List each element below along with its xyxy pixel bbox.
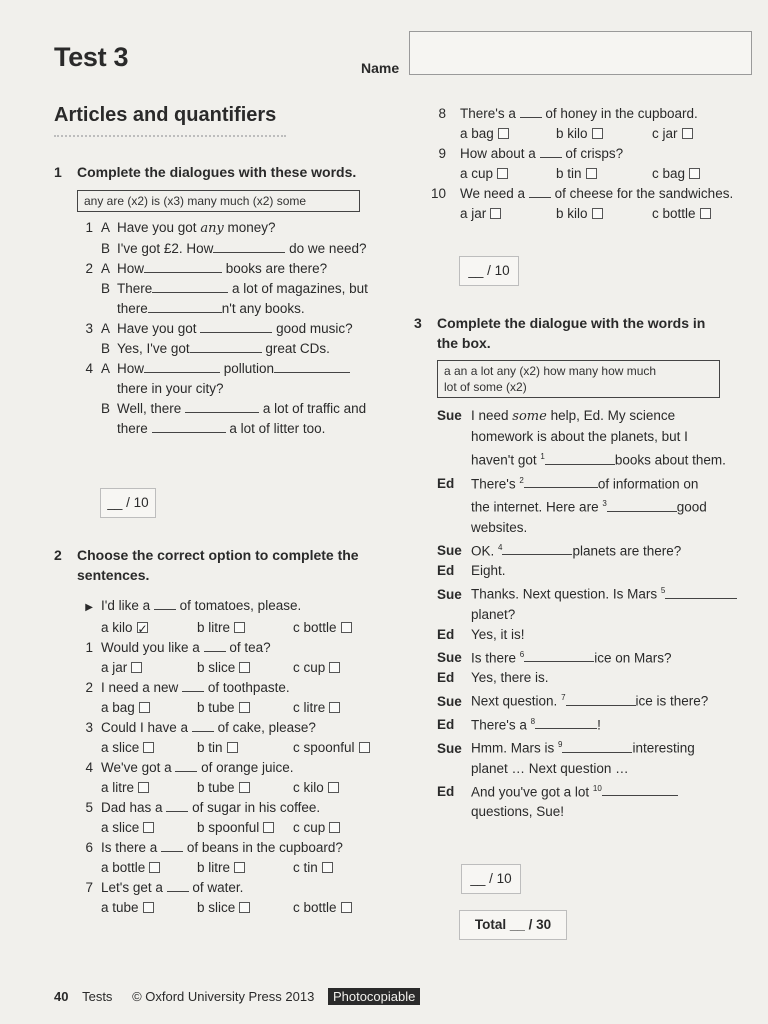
- dialogue-line: the internet. Here are $^3$ good: [471, 499, 707, 515]
- option-a[interactable]: a bag: [460, 124, 556, 144]
- dialogue-line: B Well, there a lot of traffic and: [101, 401, 367, 416]
- checkbox-icon[interactable]: [234, 862, 245, 873]
- answer-blank[interactable]: [182, 680, 204, 692]
- option-c[interactable]: c bag: [652, 164, 752, 184]
- answer-blank[interactable]: [665, 587, 737, 599]
- question-number: 4: [85, 760, 93, 775]
- options-line: [77, 898, 397, 918]
- dialogue-line: B Yes, I've got great CDs.: [101, 341, 330, 356]
- checkbox-icon[interactable]: [498, 128, 509, 139]
- question-line: [77, 878, 397, 898]
- dialogue-line: haven't got $^1$ books about them.: [471, 452, 726, 468]
- option-a[interactable]: a slice: [101, 738, 197, 758]
- answer-blank[interactable]: [529, 186, 551, 198]
- option-c[interactable]: c tin: [293, 858, 393, 878]
- option-b[interactable]: b tube: [197, 698, 293, 718]
- answer-blank[interactable]: [274, 361, 350, 373]
- dialogue-line: Ed Yes, it is!: [437, 625, 757, 645]
- options-line: [77, 698, 397, 718]
- copyright-text: © Oxford University Press 2013: [132, 989, 315, 1004]
- checkbox-icon[interactable]: [239, 782, 250, 793]
- question-line: [77, 596, 397, 618]
- answer-blank[interactable]: [190, 341, 262, 353]
- section-3-score-box: __ / 10: [461, 864, 521, 894]
- checkbox-icon[interactable]: [131, 662, 142, 673]
- answer-blank[interactable]: [520, 106, 542, 118]
- speaker-name: Ed: [437, 563, 455, 578]
- question-number: 3: [85, 720, 93, 735]
- question-text-end: of cake, please?: [217, 720, 316, 735]
- option-c[interactable]: c bottle: [652, 204, 752, 224]
- checkbox-icon[interactable]: [149, 862, 160, 873]
- dialogue-line: 2 A How books are there?: [85, 261, 328, 276]
- page-number: 40: [54, 989, 69, 1004]
- question-text-start: There's a: [460, 106, 516, 121]
- section-2-items-left: [77, 596, 397, 918]
- question-line: [77, 798, 397, 818]
- blank-number: 9: [558, 740, 563, 749]
- dialogue-line: B There a lot of magazines, but: [101, 281, 368, 296]
- options-line: [77, 658, 397, 678]
- option-b[interactable]: b litre: [197, 858, 293, 878]
- checkbox-icon[interactable]: [329, 822, 340, 833]
- answer-blank[interactable]: [185, 401, 259, 413]
- answer-blank[interactable]: [166, 800, 188, 812]
- question-text-end: of tomatoes, please.: [179, 598, 302, 613]
- option-a[interactable]: a bottle: [101, 858, 197, 878]
- option-c[interactable]: c cup: [293, 818, 393, 838]
- question-text-end: of toothpaste.: [207, 680, 290, 695]
- page-title: Test 3: [54, 42, 129, 72]
- question-text-end: of orange juice.: [201, 760, 294, 775]
- question-line: [77, 838, 397, 858]
- dialogue-line: 1 A Have you got any money?: [85, 220, 276, 236]
- option-b[interactable]: b spoonful: [197, 818, 293, 838]
- dialogue-line: there n't any books.: [117, 301, 305, 316]
- option-a[interactable]: a jar: [460, 204, 556, 224]
- handwritten-answer: any: [200, 221, 224, 236]
- checkbox-icon[interactable]: [328, 782, 339, 793]
- option-b[interactable]: b tin: [556, 164, 652, 184]
- answer-blank[interactable]: [192, 720, 214, 732]
- question-text-end: of honey in the cupboard.: [545, 106, 698, 121]
- checkbox-icon[interactable]: [234, 622, 245, 633]
- checkbox-icon[interactable]: [322, 862, 333, 873]
- checkbox-icon[interactable]: [143, 742, 154, 753]
- blank-number: 10: [592, 783, 602, 793]
- question-text-end: of tea?: [229, 640, 271, 655]
- answer-blank[interactable]: [535, 717, 597, 729]
- dialogue-line: B I've got £2. How do we need?: [101, 241, 367, 256]
- question-number: ▶: [85, 602, 93, 613]
- options-line: [77, 738, 397, 758]
- option-b[interactable]: b slice: [197, 658, 293, 678]
- answer-blank[interactable]: [167, 880, 189, 892]
- section-3-dialogue: [437, 406, 757, 822]
- option-a[interactable]: a tube: [101, 898, 197, 918]
- option-c[interactable]: c bottle: [293, 618, 393, 638]
- checkbox-icon[interactable]: [239, 662, 250, 673]
- checkbox-icon[interactable]: [329, 662, 340, 673]
- checkbox-icon[interactable]: [592, 208, 603, 219]
- answer-blank[interactable]: [204, 640, 226, 652]
- speaker-name: Sue: [437, 693, 462, 709]
- answer-blank[interactable]: [144, 361, 220, 373]
- answer-blank[interactable]: [152, 421, 226, 433]
- question-number: 6: [85, 840, 93, 855]
- section-1-word-box: any are (x2) is (x3) many much (x2) some: [77, 190, 360, 212]
- checkbox-icon[interactable]: [143, 822, 154, 833]
- question-text-start: Let's get a: [101, 880, 163, 895]
- question-text-end: of crisps?: [565, 146, 624, 161]
- options-line: [424, 164, 754, 184]
- checkbox-icon[interactable]: [329, 702, 340, 713]
- dialogue-line: Sue I need some help, Ed. My science: [437, 408, 676, 424]
- blank-number: 5: [660, 586, 666, 595]
- checkbox-icon[interactable]: [263, 822, 274, 833]
- checkbox-icon[interactable]: [239, 702, 250, 713]
- dialogue-line: Ed Yes, there is.: [437, 668, 757, 688]
- question-text-start: We need a: [460, 186, 526, 201]
- dialogue-line: there in your city?: [117, 381, 224, 396]
- question-number: 10: [430, 186, 446, 201]
- speaker-name: Sue: [437, 408, 462, 423]
- speaker-name: Ed: [437, 717, 455, 732]
- test-subtitle: Articles and quantifiers: [54, 104, 277, 126]
- answer-blank[interactable]: [175, 760, 197, 772]
- total-score-box: Total __ / 30: [459, 910, 567, 940]
- options-line: [77, 618, 397, 638]
- dialogue-line: websites.: [471, 519, 528, 535]
- question-text-start: Would you like a: [101, 640, 200, 655]
- dialogue-line: Sue Next question. $^7$ ice is there?: [437, 688, 757, 712]
- checkbox-icon[interactable]: [227, 742, 238, 753]
- section-2-title: Choose the correct option to complete the sentences.: [77, 547, 359, 583]
- dialogue-line: Sue Thanks. Next question. Is Mars $^5$: [437, 581, 757, 605]
- answer-blank[interactable]: [200, 321, 272, 333]
- answer-blank[interactable]: [152, 281, 228, 293]
- question-text-start: I'd like a: [101, 598, 151, 613]
- blank-number: 6: [519, 649, 525, 659]
- speaker-name: Sue: [437, 543, 462, 558]
- dialogue-line: homework is about the planets, but I: [471, 429, 688, 444]
- dialogue-line: planet?: [471, 606, 516, 622]
- checkbox-icon[interactable]: [239, 902, 250, 913]
- checkbox-icon[interactable]: [682, 128, 693, 139]
- question-number: 5: [85, 800, 93, 815]
- question-number: 1: [85, 640, 93, 655]
- dialogue-line: Sue Is there $^6$ ice on Mars?: [437, 645, 757, 669]
- option-a[interactable]: a slice: [101, 818, 197, 838]
- option-b[interactable]: b kilo: [556, 124, 652, 144]
- answer-blank[interactable]: [161, 840, 183, 852]
- question-line: [77, 638, 397, 658]
- answer-blank[interactable]: [562, 741, 632, 753]
- question-text-start: How about a: [460, 146, 536, 161]
- speaker-name: Sue: [437, 586, 462, 602]
- section-1-number: 1: [54, 164, 62, 180]
- photocopiable-badge: Photocopiable: [328, 988, 420, 1005]
- option-b[interactable]: b slice: [197, 898, 293, 918]
- answer-blank[interactable]: [524, 650, 594, 662]
- question-text-start: Could I have a: [101, 720, 189, 735]
- dialogue-line: questions, Sue!: [471, 804, 565, 819]
- checkbox-icon[interactable]: [359, 742, 370, 753]
- checkbox-icon[interactable]: [700, 208, 711, 219]
- options-line: [77, 778, 397, 798]
- name-label: Name: [361, 60, 400, 76]
- name-field[interactable]: [409, 31, 752, 75]
- blank-number: 8: [530, 716, 536, 726]
- question-line: [77, 758, 397, 778]
- option-c[interactable]: c kilo: [293, 778, 393, 798]
- checkbox-icon[interactable]: [586, 168, 597, 179]
- subtitle-divider: [54, 135, 286, 137]
- section-1-dialogues: [77, 218, 397, 439]
- speaker-name: Ed: [437, 670, 455, 685]
- option-a[interactable]: a cup: [460, 164, 556, 184]
- answer-blank[interactable]: [154, 598, 176, 610]
- answer-blank[interactable]: [524, 476, 598, 488]
- blank-number: 2: [519, 475, 524, 485]
- question-number: 7: [85, 880, 93, 895]
- question-number: 9: [438, 146, 446, 161]
- answer-blank[interactable]: [213, 241, 285, 253]
- blank-number: 3: [602, 499, 607, 508]
- option-a[interactable]: a litre: [101, 778, 197, 798]
- answer-blank[interactable]: [607, 500, 677, 512]
- option-c[interactable]: c jar: [652, 124, 752, 144]
- dialogue-line: Ed And you've got a lot $^{10}$: [437, 779, 757, 803]
- options-line: [77, 818, 397, 838]
- checkbox-icon[interactable]: [138, 782, 149, 793]
- option-c[interactable]: c cup: [293, 658, 393, 678]
- answer-blank[interactable]: [545, 453, 615, 465]
- question-text-end: of cheese for the sandwiches.: [554, 186, 734, 201]
- checkbox-icon[interactable]: [137, 622, 148, 633]
- footer: [54, 988, 420, 1005]
- answer-blank[interactable]: [148, 301, 222, 313]
- section-1-title: Complete the dialogues with these words.: [77, 164, 357, 180]
- question-line: [77, 678, 397, 698]
- checkbox-icon[interactable]: [341, 902, 352, 913]
- checkbox-icon[interactable]: [497, 168, 508, 179]
- option-b[interactable]: b kilo: [556, 204, 652, 224]
- answer-blank[interactable]: [566, 694, 636, 706]
- dialogue-line: Ed Eight.: [437, 561, 757, 581]
- options-line: [77, 858, 397, 878]
- question-line: [424, 184, 754, 204]
- section-3-word-box: a an a lot any (x2) how many how much lot of some (x2): [437, 360, 720, 398]
- options-line: [424, 204, 754, 224]
- question-number: 2: [85, 680, 93, 695]
- option-b[interactable]: b litre: [197, 618, 293, 638]
- option-c[interactable]: c bottle: [293, 898, 393, 918]
- dialogue-line: planet … Next question …: [471, 760, 629, 776]
- option-b[interactable]: b tube: [197, 778, 293, 798]
- section-2-items-right: [424, 104, 754, 224]
- footer-section: Tests: [82, 989, 113, 1004]
- section-3-title: Complete the dialogue with the words in the box.: [437, 315, 706, 351]
- section-2-score-box: __ / 10: [459, 256, 519, 286]
- option-b[interactable]: b tin: [197, 738, 293, 758]
- checkbox-icon[interactable]: [143, 902, 154, 913]
- blank-number: 4: [498, 542, 503, 552]
- dialogue-line: Ed There's $^2$ of information on: [437, 471, 757, 495]
- question-line: [424, 104, 754, 124]
- dialogue-line: 3 A Have you got good music?: [85, 321, 353, 336]
- blank-number: 1: [540, 452, 545, 461]
- question-line: [424, 144, 754, 164]
- question-text-end: of sugar in his coffee.: [192, 800, 321, 815]
- section-3-number: 3: [414, 315, 422, 331]
- dialogue-line: Ed There's a $^8$ !: [437, 712, 757, 736]
- answer-blank[interactable]: [502, 543, 572, 555]
- question-text-start: Is there a: [101, 840, 158, 855]
- option-a[interactable]: a jar: [101, 658, 197, 678]
- speaker-name: Sue: [437, 650, 462, 665]
- option-c[interactable]: c litre: [293, 698, 393, 718]
- question-text-start: Dad has a: [101, 800, 163, 815]
- question-text-end: of beans in the cupboard?: [186, 840, 343, 855]
- blank-number: 7: [561, 693, 566, 702]
- section-1-score-box: __ / 10: [100, 488, 156, 518]
- question-line: [77, 718, 397, 738]
- section-2-number: 2: [54, 547, 62, 563]
- option-a[interactable]: a kilo✓: [101, 618, 197, 638]
- options-line: [424, 124, 754, 144]
- checkbox-icon[interactable]: [341, 622, 352, 633]
- question-text-start: We've got a: [101, 760, 172, 775]
- handwritten-answer: some: [512, 409, 547, 424]
- question-text-end: of water.: [192, 880, 244, 895]
- dialogue-line: Sue Hmm. Mars is $^9$ interesting: [437, 735, 757, 759]
- dialogue-line: 4 A How pollution: [77, 359, 397, 379]
- checkbox-icon[interactable]: [490, 208, 501, 219]
- checkbox-icon[interactable]: [592, 128, 603, 139]
- checkbox-icon[interactable]: [689, 168, 700, 179]
- speaker-name: Ed: [437, 476, 455, 491]
- option-a[interactable]: a bag: [101, 698, 197, 718]
- answer-blank[interactable]: [602, 784, 678, 796]
- dialogue-line: there a lot of litter too.: [117, 421, 326, 436]
- speaker-name: Sue: [437, 740, 462, 756]
- question-number: 8: [438, 106, 446, 121]
- speaker-name: Ed: [437, 626, 455, 642]
- dialogue-line: Sue OK. $^4$ planets are there?: [437, 538, 757, 562]
- question-text-start: I need a new: [101, 680, 179, 695]
- option-c[interactable]: c spoonful: [293, 738, 393, 758]
- checkbox-icon[interactable]: [139, 702, 150, 713]
- answer-blank[interactable]: [540, 146, 562, 158]
- answer-blank[interactable]: [144, 261, 222, 273]
- speaker-name: Ed: [437, 784, 455, 799]
